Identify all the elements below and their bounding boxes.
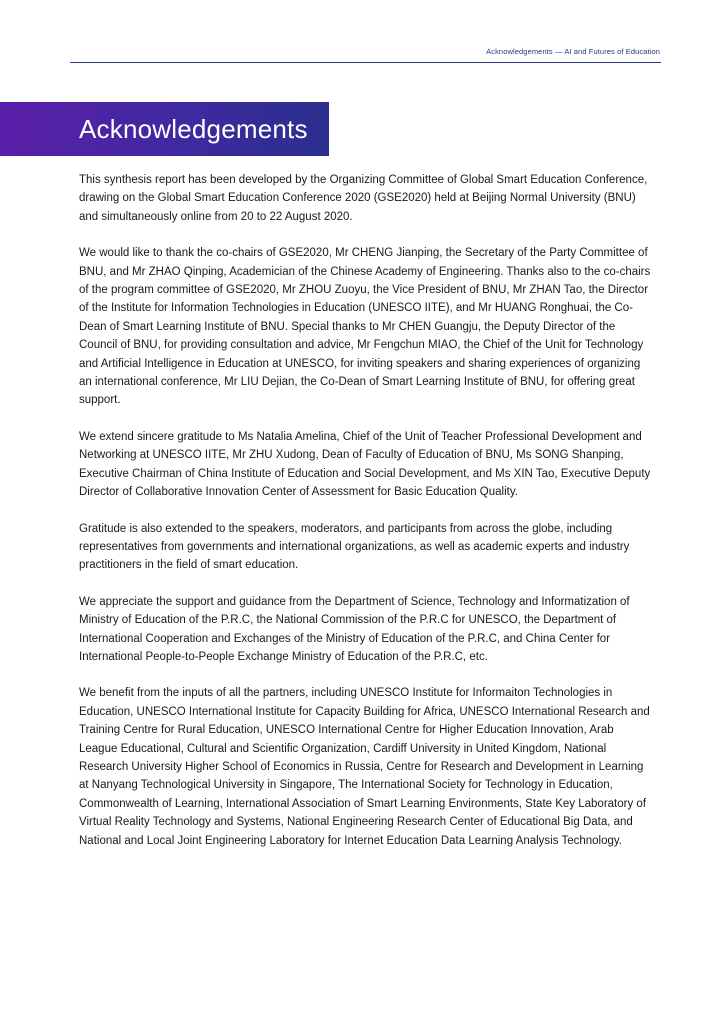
paragraph-intro: This synthesis report has been developed by the Organizing Committee of Global Smart Education Conference, drawing on the Global Smart Education Conference 2020 (GSE2020) held at Beijing Normal University (BNU) and simultaneously online from 20 to 22 August 2020. bbox=[79, 174, 648, 223]
section-title: Acknowledgements bbox=[79, 114, 308, 144]
paragraph-co-chairs: We would like to thank the co-chairs of GSE2020, Mr CHENG Jianping, the Secretary of the Party Committee of BNU, and Mr ZHAO Qinping, Academician of the Chinese Academy of Engineering. Thanks also to the co-chairs of the program committee of GSE2020, Mr ZHOU Zuoyu, the Vice President of BNU, Mr ZHAN Tao, the Director of the Institute for Information Technologies in Education (UNESCO IITE), and Mr HUANG Ronghuai, the Co-Dean of Smart Learning Institute of BNU. Special thanks to Mr CHEN Guangju, the Deputy Director of the Council of BNU, for providing consultation and advice, Mr Fengchun MIAO, the Chief of the Unit for Technology and Artificial Intelligence in Education at UNESCO, for inviting speakers and sharing experiences of organizing an international conference, Mr LIU Dejian, the Co-Dean of Smart Learning Institute of BNU, for offering great support. bbox=[79, 247, 651, 407]
header-divider bbox=[70, 62, 661, 63]
body-text bbox=[79, 171, 655, 868]
paragraph-participants: Gratitude is also extended to the speakers, moderators, and participants from across the globe, including representatives from governments and international organizations, as well as academic experts and industry practitioners in the field of smart education. bbox=[79, 522, 630, 572]
paragraph-support: We appreciate the support and guidance from the Department of Science, Technology and Informatization of Ministry of Education of the P.R.C, the National Commission of the P.R.C for UNESCO, the Department of International Cooperation and Exchanges of the Ministry of Education of the P.R.C, and China Center for International People-to-People Exchange Ministry of Education of the P.R.C, etc. bbox=[79, 595, 630, 663]
paragraph-partners: We benefit from the inputs of all the partners, including UNESCO Institute for Informaiton Technologies in Education, UNESCO International Institute for Capacity Building for Africa, UNESCO International Research and Training Centre for Rural Education, UNESCO International Centre for Higher Education Innovation, Arab League Educational, Cultural and Scientific Organization, Cardiff University in United Kingdom, National Research University Higher School of Economics in Russia, Centre for Research and Development in Learning at Nanyang Technological University in Singapore, The International Society for Technology in Education, Commonwealth of Learning, International Association of Smart Learning Environments, State Key Laboratory of Virtual Reality Technology and Systems, National Engineering Research Center of Educational Big Data, and National and Local Joint Engineering Laboratory for Internet Education Data Learning Analysis Technology. bbox=[79, 687, 650, 847]
paragraph-gratitude: We extend sincere gratitude to Ms Natalia Amelina, Chief of the Unit of Teacher Professional Development and Networking at UNESCO IITE, Mr ZHU Xudong, Dean of Faculty of Education of BNU, Ms SONG Shanping, Executive Chairman of China Institute of Education and Social Development, and Ms XIN Tao, Executive Deputy Director of Collaborative Innovation Center of Assessment for Basic Education Quality. bbox=[79, 430, 651, 499]
running-header: Acknowledgements — AI and Futures of Education bbox=[486, 47, 660, 56]
section-title-banner bbox=[0, 102, 329, 156]
